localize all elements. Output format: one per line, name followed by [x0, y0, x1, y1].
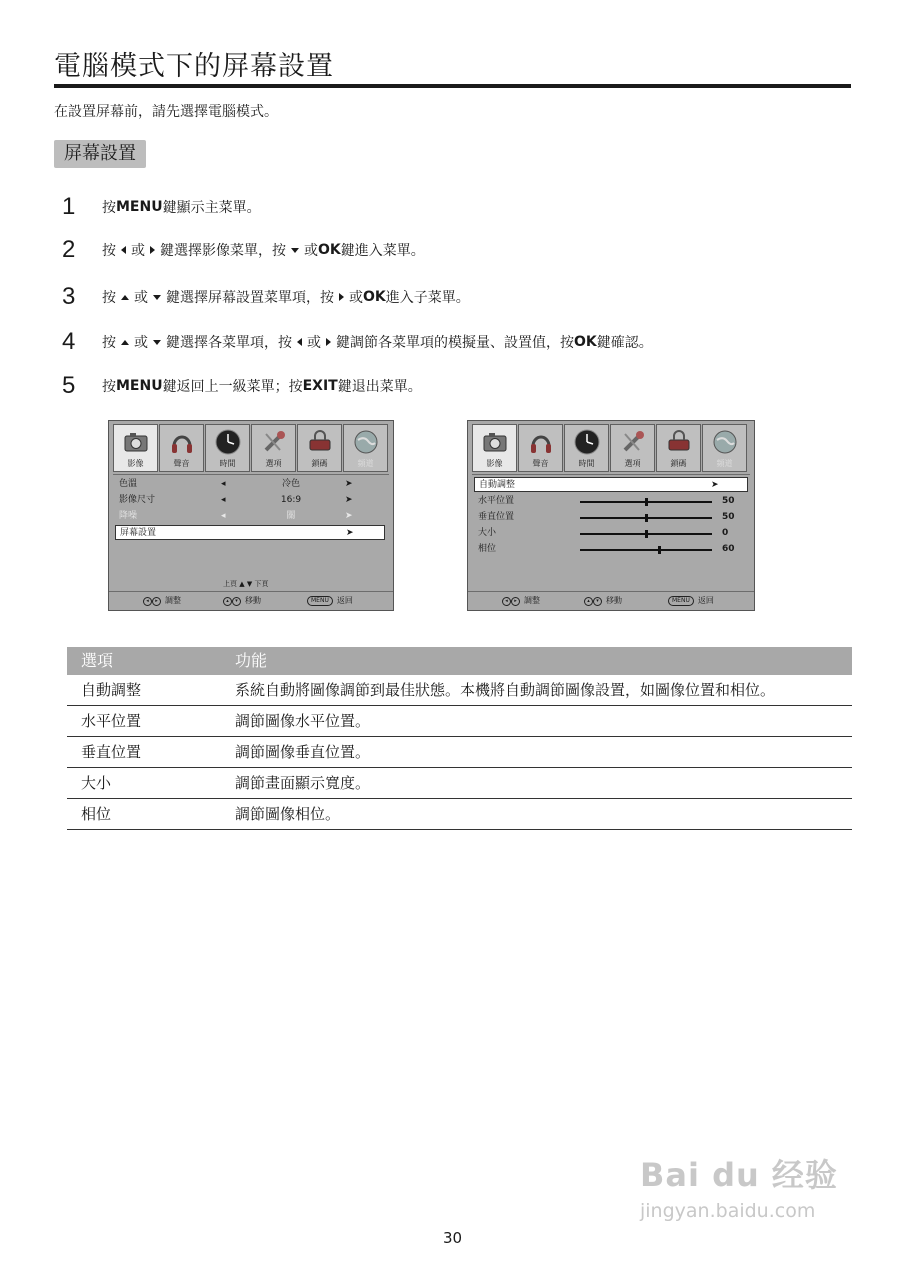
- step-text: 鍵選擇屏幕設置菜單項，按: [166, 290, 334, 306]
- menu-key-icon: MENU: [307, 596, 333, 606]
- globe-icon: [711, 428, 739, 456]
- row-label: 相位: [478, 544, 497, 554]
- size-slider[interactable]: [580, 533, 712, 535]
- up-down-icon: ▴ ▾: [223, 595, 241, 606]
- osd-tab-time[interactable]: [205, 424, 250, 472]
- step-3: [62, 283, 470, 311]
- tools-icon: [619, 428, 647, 456]
- row-value: 50: [722, 512, 735, 522]
- cell-option: 垂直位置: [81, 743, 142, 761]
- step-text: 按: [102, 200, 116, 216]
- tab-label: 鎖碼: [670, 459, 687, 468]
- step-text: 按: [102, 243, 116, 259]
- slider-thumb[interactable]: [645, 530, 648, 538]
- osd-tab-bar: [472, 424, 747, 472]
- foot-label: 移動: [606, 596, 622, 605]
- table-row: [67, 675, 852, 706]
- cell-option: 大小: [81, 774, 112, 792]
- osd-divider: [113, 474, 389, 475]
- step-key: MENU: [116, 378, 163, 394]
- intro-text: 在設置屏幕前，請先選擇電腦模式。: [54, 104, 278, 120]
- headphones-icon: [527, 428, 555, 456]
- cell-function: 調節畫面顯示寬度。: [235, 774, 371, 792]
- lock-icon: [306, 428, 334, 456]
- right-arrow-icon: ➤: [345, 511, 353, 521]
- osd-footer: [109, 591, 393, 610]
- row-value: 關: [286, 511, 296, 521]
- foot-label: 調整: [524, 596, 540, 605]
- tab-label: 聲音: [532, 459, 549, 468]
- osd-row-noise-reduction: [115, 509, 385, 524]
- pager-down-label: 下頁: [254, 580, 269, 588]
- step-text: 或: [134, 335, 148, 351]
- watermark-brand: Bai du 经验: [640, 1156, 838, 1194]
- step-5: [62, 372, 422, 400]
- step-text: 按: [102, 335, 116, 351]
- cell-option: 自動調整: [81, 681, 142, 699]
- camera-icon: [481, 428, 509, 456]
- tab-label: 鎖碼: [311, 459, 328, 468]
- foot-label: 調整: [165, 596, 181, 605]
- up-arrow-icon: ▲: [239, 580, 245, 588]
- step-text: 鍵選擇影像菜單，按: [160, 243, 286, 259]
- foot-back: [307, 595, 353, 606]
- row-label: 垂直位置: [478, 512, 515, 522]
- step-text: 或: [304, 243, 318, 259]
- foot-label: 返回: [336, 596, 353, 605]
- camera-icon: [122, 428, 150, 456]
- right-arrow-icon: ➤: [346, 528, 354, 538]
- row-label: 自動調整: [479, 480, 516, 490]
- row-label: 色溫: [119, 479, 138, 489]
- osd-row-phase[interactable]: [474, 542, 746, 557]
- row-label: 降噪: [119, 511, 138, 521]
- table-row: [67, 799, 852, 830]
- section-tag: 屏幕設置: [54, 140, 146, 168]
- up-down-icon: ▴ ▾: [584, 595, 602, 606]
- right-arrow-icon: [339, 293, 344, 301]
- headphones-icon: [168, 428, 196, 456]
- right-arrow-icon: ➤: [711, 480, 719, 490]
- osd-tab-bar: [113, 424, 388, 472]
- pager-up-label: 上頁: [223, 580, 237, 588]
- step-2: [62, 236, 425, 264]
- step-key: OK: [363, 289, 386, 305]
- foot-adjust: [502, 595, 540, 606]
- osd-row-h-position[interactable]: [474, 494, 746, 509]
- osd-row-color-temp[interactable]: [115, 477, 385, 492]
- down-arrow-icon: [153, 295, 161, 300]
- osd-footer: [468, 591, 754, 610]
- right-arrow-icon: [150, 246, 155, 254]
- tab-label: 時間: [219, 459, 236, 468]
- step-text: 鍵退出菜單。: [337, 379, 422, 395]
- step-text: 或: [349, 290, 363, 306]
- options-table: [67, 647, 852, 830]
- step-text: 按: [102, 379, 116, 395]
- osd-tab-channel[interactable]: [702, 424, 747, 472]
- step-1: [62, 193, 261, 221]
- step-4: [62, 328, 653, 356]
- foot-label: 移動: [245, 596, 261, 605]
- osd-tab-options[interactable]: [251, 424, 296, 472]
- table-row: [67, 737, 852, 768]
- clock-icon: [214, 428, 242, 456]
- table-row: [67, 706, 852, 737]
- row-label: 水平位置: [478, 496, 515, 506]
- osd-tab-sound[interactable]: [518, 424, 563, 472]
- step-number: 5: [62, 372, 76, 399]
- foot-adjust: [143, 595, 181, 606]
- osd-tab-lock[interactable]: [656, 424, 701, 472]
- osd-row-aspect[interactable]: [115, 493, 385, 508]
- step-number: 4: [62, 328, 76, 355]
- osd-tab-picture[interactable]: [472, 424, 517, 472]
- row-value: 0: [722, 528, 729, 538]
- tab-label: 選項: [624, 459, 641, 468]
- table-row: [67, 768, 852, 799]
- slider-thumb[interactable]: [645, 514, 648, 522]
- osd-divider: [472, 474, 750, 475]
- header-option: 選項: [81, 651, 114, 670]
- tab-label: 頻道: [716, 459, 733, 468]
- step-number: 1: [62, 193, 76, 220]
- page-title: 電腦模式下的屏幕設置: [54, 51, 334, 82]
- row-label: 大小: [478, 528, 497, 538]
- step-number: 3: [62, 283, 76, 310]
- cell-function: 系統自動將圖像調節到最佳狀態。本機將自動調節圖像設置，如圖像位置和相位。: [235, 681, 776, 699]
- menu-key-icon: MENU: [668, 596, 694, 606]
- lock-icon: [665, 428, 693, 456]
- foot-move: [584, 595, 622, 606]
- osd-tab-picture[interactable]: [113, 424, 158, 472]
- page-number: 30: [443, 1229, 463, 1247]
- left-right-icon: ◂ ▸: [502, 595, 520, 606]
- step-text: 鍵確認。: [596, 335, 653, 351]
- row-value: 冷色: [281, 479, 300, 489]
- row-value: 60: [722, 544, 735, 554]
- right-arrow-icon: ➤: [345, 479, 353, 489]
- left-arrow-icon: ◂: [221, 479, 226, 489]
- left-arrow-icon: [121, 246, 126, 254]
- down-arrow-icon: [153, 340, 161, 345]
- step-text: 鍵顯示主菜單。: [162, 200, 261, 216]
- slider-thumb[interactable]: [658, 546, 661, 554]
- table-header: [67, 647, 852, 675]
- watermark-url: jingyan.baidu.com: [640, 1200, 816, 1222]
- step-number: 2: [62, 236, 76, 263]
- foot-label: 返回: [697, 596, 714, 605]
- tab-label: 聲音: [173, 459, 190, 468]
- osd-screen-setting-menu: [467, 420, 755, 611]
- header-function: 功能: [235, 651, 268, 670]
- globe-icon: [352, 428, 380, 456]
- osd-pager: [223, 579, 268, 589]
- cell-option: 相位: [81, 805, 112, 823]
- osd-row-size[interactable]: [474, 526, 746, 541]
- osd-tab-time[interactable]: [564, 424, 609, 472]
- left-arrow-icon: [297, 338, 302, 346]
- left-arrow-icon: ◂: [221, 511, 226, 521]
- h-position-slider[interactable]: [580, 501, 712, 503]
- watermark: [640, 1150, 838, 1222]
- osd-picture-menu: [108, 420, 394, 611]
- tab-label: 影像: [486, 459, 503, 468]
- tab-label: 時間: [578, 459, 595, 468]
- cell-function: 調節圖像相位。: [235, 805, 341, 823]
- cell-function: 調節圖像垂直位置。: [235, 743, 371, 761]
- cell-function: 調節圖像水平位置。: [235, 712, 371, 730]
- step-key: OK: [318, 242, 341, 258]
- right-arrow-icon: [326, 338, 331, 346]
- foot-back: [668, 595, 714, 606]
- step-text: 鍵返回上一級菜單；按: [162, 379, 303, 395]
- row-label: 屏幕設置: [120, 528, 157, 538]
- down-arrow-icon: [291, 248, 299, 253]
- step-text: 鍵選擇各菜單項，按: [166, 335, 292, 351]
- step-key: EXIT: [302, 378, 338, 394]
- title-rule: [54, 84, 851, 88]
- step-text: 進入子菜單。: [385, 290, 470, 306]
- osd-tab-lock[interactable]: [297, 424, 342, 472]
- step-text: 或: [131, 243, 145, 259]
- v-position-slider[interactable]: [580, 517, 712, 519]
- cell-option: 水平位置: [81, 712, 142, 730]
- step-text: 或: [307, 335, 321, 351]
- osd-row-auto-adjust[interactable]: [474, 477, 748, 492]
- step-text: 鍵調節各菜單項的模擬量、設置值，按: [336, 335, 574, 351]
- tab-label: 頻道: [357, 459, 374, 468]
- step-text: 或: [134, 290, 148, 306]
- row-label: 影像尺寸: [119, 495, 156, 505]
- row-value: 50: [722, 496, 735, 506]
- step-text: 按: [102, 290, 116, 306]
- down-arrow-icon: ▼: [246, 580, 253, 588]
- right-arrow-icon: ➤: [345, 495, 353, 505]
- left-right-icon: ◂ ▸: [143, 595, 161, 606]
- osd-row-screen-setting[interactable]: [115, 525, 385, 540]
- tab-label: 影像: [127, 459, 144, 468]
- osd-row-v-position[interactable]: [474, 510, 746, 525]
- up-arrow-icon: [121, 340, 129, 345]
- tab-label: 選項: [265, 459, 282, 468]
- osd-tab-sound[interactable]: [159, 424, 204, 472]
- step-key: OK: [574, 334, 597, 350]
- tools-icon: [260, 428, 288, 456]
- left-arrow-icon: ◂: [221, 495, 226, 505]
- slider-thumb[interactable]: [645, 498, 648, 506]
- step-key: MENU: [116, 199, 163, 215]
- clock-icon: [573, 428, 601, 456]
- row-value: 16:9: [280, 495, 302, 505]
- osd-tab-channel[interactable]: [343, 424, 388, 472]
- up-arrow-icon: [121, 295, 129, 300]
- foot-move: [223, 595, 261, 606]
- phase-slider[interactable]: [580, 549, 712, 551]
- step-text: 鍵進入菜單。: [340, 243, 425, 259]
- osd-tab-options[interactable]: [610, 424, 655, 472]
